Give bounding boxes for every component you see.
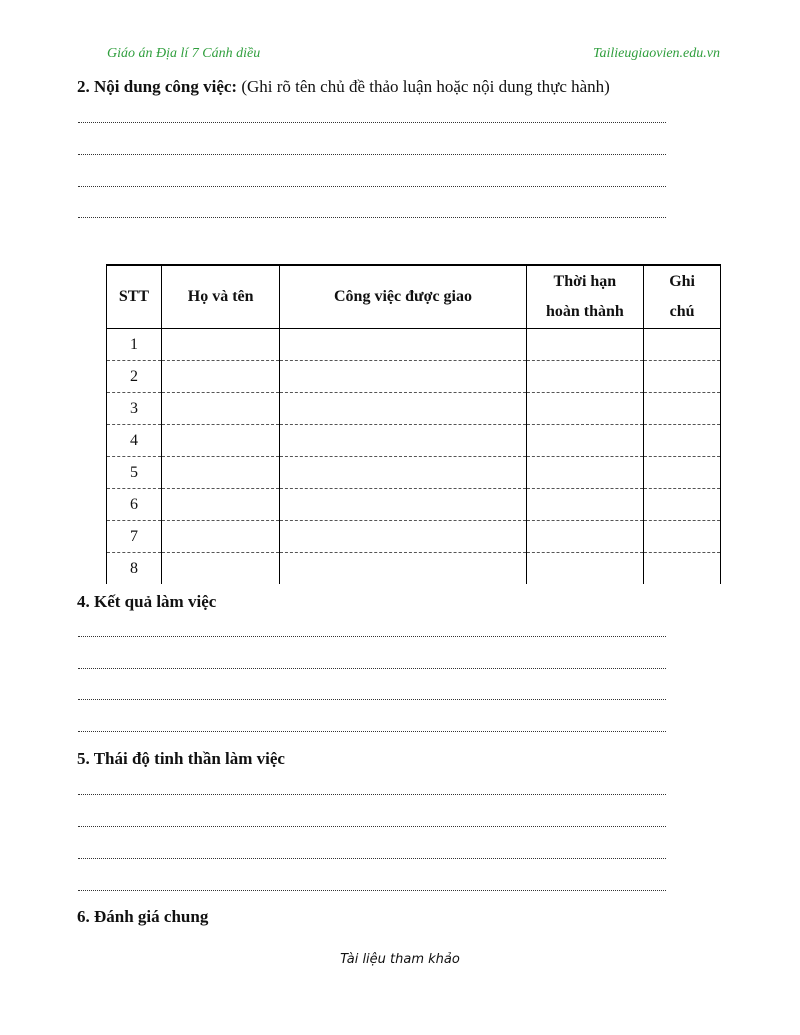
section-2-note: (Ghi rõ tên chủ đề thảo luận hoặc nội dung thực hành) — [237, 77, 610, 96]
header-stt: STT — [107, 265, 162, 329]
name-cell[interactable] — [161, 553, 280, 585]
name-cell[interactable] — [161, 457, 280, 489]
blank-line[interactable] — [78, 699, 666, 700]
note-cell[interactable] — [644, 425, 721, 457]
header-note-line2: chú — [669, 303, 695, 320]
header-deadline-line1: Thời hạn — [553, 273, 617, 290]
table-row — [107, 361, 721, 393]
assignment-table — [106, 264, 721, 584]
table-row — [107, 489, 721, 521]
section-6-heading — [77, 907, 208, 927]
blank-line[interactable] — [78, 731, 666, 732]
blank-line[interactable] — [78, 858, 666, 859]
deadline-cell[interactable] — [526, 393, 644, 425]
stt-cell: 6 — [107, 489, 162, 521]
blank-line[interactable] — [78, 217, 666, 218]
footer-text: Tài liệu tham khảo — [340, 952, 460, 967]
blank-line[interactable] — [78, 636, 666, 637]
name-cell[interactable] — [161, 361, 280, 393]
section-5-heading — [77, 749, 285, 769]
task-cell[interactable] — [280, 425, 526, 457]
blank-line[interactable] — [78, 154, 666, 155]
section-6-title: 6. Đánh giá chung — [77, 907, 209, 926]
deadline-cell[interactable] — [526, 457, 644, 489]
stt-cell: 8 — [107, 553, 162, 585]
blank-line[interactable] — [78, 122, 666, 123]
table-row — [107, 393, 721, 425]
note-cell[interactable] — [644, 361, 721, 393]
note-cell[interactable] — [644, 457, 721, 489]
deadline-cell[interactable] — [526, 361, 644, 393]
note-cell[interactable] — [644, 489, 721, 521]
header-task: Công việc được giao — [280, 265, 526, 329]
note-cell[interactable] — [644, 393, 721, 425]
section-2-heading — [77, 77, 610, 97]
header-deadline — [526, 265, 644, 329]
name-cell[interactable] — [161, 329, 280, 361]
table-row — [107, 457, 721, 489]
blank-line[interactable] — [78, 668, 666, 669]
name-cell[interactable] — [161, 393, 280, 425]
stt-cell: 5 — [107, 457, 162, 489]
header-name: Họ và tên — [161, 265, 280, 329]
stt-cell: 2 — [107, 361, 162, 393]
stt-cell: 3 — [107, 393, 162, 425]
header-deadline-line2: hoàn thành — [545, 303, 624, 320]
blank-line[interactable] — [78, 186, 666, 187]
table-row — [107, 425, 721, 457]
section-5-title: 5. Thái độ tinh thần làm việc — [77, 749, 285, 768]
section-4-heading — [77, 592, 216, 612]
stt-cell: 1 — [107, 329, 162, 361]
deadline-cell[interactable] — [526, 521, 644, 553]
name-cell[interactable] — [161, 425, 280, 457]
task-cell[interactable] — [280, 489, 526, 521]
section-4-title: 4. Kết quả làm việc — [77, 592, 217, 611]
deadline-cell[interactable] — [526, 489, 644, 521]
table-row — [107, 521, 721, 553]
blank-line[interactable] — [78, 794, 666, 795]
header-left-title: Giáo án Địa lí 7 Cánh diều — [107, 46, 261, 61]
table-row — [107, 553, 721, 585]
name-cell[interactable] — [161, 521, 280, 553]
name-cell[interactable] — [161, 489, 280, 521]
task-cell[interactable] — [280, 329, 526, 361]
table-row — [107, 329, 721, 361]
deadline-cell[interactable] — [526, 425, 644, 457]
blank-line[interactable] — [78, 826, 666, 827]
header-website: Tailieugiaovien.edu.vn — [592, 46, 720, 61]
section-2-title: 2. Nội dung công việc: — [77, 77, 238, 96]
task-cell[interactable] — [280, 393, 526, 425]
blank-line[interactable] — [78, 890, 666, 891]
stt-cell: 4 — [107, 425, 162, 457]
stt-cell: 7 — [107, 521, 162, 553]
task-cell[interactable] — [280, 521, 526, 553]
note-cell[interactable] — [644, 329, 721, 361]
header-note-line1: Ghi — [669, 273, 695, 290]
task-cell[interactable] — [280, 553, 526, 585]
deadline-cell[interactable] — [526, 329, 644, 361]
header-note — [644, 265, 721, 329]
deadline-cell[interactable] — [526, 553, 644, 585]
note-cell[interactable] — [644, 521, 721, 553]
task-cell[interactable] — [280, 457, 526, 489]
task-cell[interactable] — [280, 361, 526, 393]
table-header-row — [107, 265, 721, 329]
note-cell[interactable] — [644, 553, 721, 585]
